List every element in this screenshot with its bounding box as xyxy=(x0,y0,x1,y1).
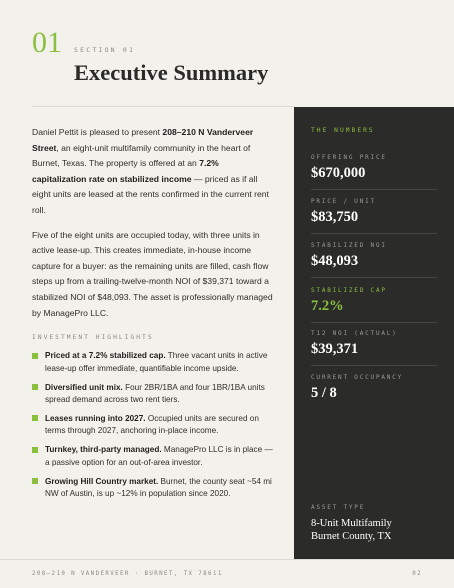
stat-value: 5 / 8 xyxy=(311,385,337,401)
stat-t12-noi xyxy=(311,330,437,358)
stat-price-per-unit xyxy=(311,198,437,226)
list-item xyxy=(32,382,273,407)
stat-value: $48,093 xyxy=(311,253,359,269)
section-number: 01 xyxy=(32,26,62,59)
cap-rate-emphasis: 7.2% capitalization rate on stabilized income xyxy=(32,158,219,184)
stat-divider xyxy=(311,365,437,366)
numbers-heading: THE NUMBERS xyxy=(311,127,375,134)
list-item xyxy=(32,350,273,375)
highlight-title: Priced at a 7.2% stabilized cap. xyxy=(45,351,166,361)
stat-label: CURRENT OCCUPANCY xyxy=(311,374,404,381)
section-label: SECTION 01 xyxy=(74,46,136,54)
asset-type-line2: Burnet County, TX xyxy=(311,531,392,542)
list-item xyxy=(32,476,273,501)
bullet-square-icon xyxy=(32,353,38,359)
asset-type xyxy=(311,504,437,543)
stat-stabilized-cap xyxy=(311,287,437,315)
footer-address: 208–210 N VANDERVEER · BURNET, TX 78611 xyxy=(32,571,223,577)
asset-type-line1: 8-Unit Multifamily xyxy=(311,518,392,529)
stat-value: $83,750 xyxy=(311,209,359,225)
stat-label: T12 NOI (ACTUAL) xyxy=(311,330,398,337)
stat-stabilized-noi xyxy=(311,242,437,270)
stat-occupancy xyxy=(311,374,437,402)
numbers-panel xyxy=(294,107,454,559)
page-number: 02 xyxy=(412,571,422,577)
bullet-square-icon xyxy=(32,415,38,421)
highlight-title: Diversified unit mix. xyxy=(45,382,123,392)
occupancy-paragraph: Five of the eight units are occupied today, with three units in active lease-up. This creates immediate, in-house income capture for a buyer: as the remaining units are filled, cash flow steps up from a trailing-twelve-month NOI of $39,371 toward a stabilized NOI of $48,093. The asset is professionally managed by ManagePro LLC. xyxy=(32,229,273,318)
stat-value: 7.2% xyxy=(311,298,344,314)
highlights-list xyxy=(32,350,274,500)
list-item xyxy=(32,444,273,469)
highlight-text: ManagePro LLC is in place — a passive option for an out-of-area investor. xyxy=(45,445,273,467)
stat-divider xyxy=(311,277,437,278)
intro-text-2: , an eight-unit multifamily community in the heart of Burnet, Texas. The property is offered at an xyxy=(32,142,251,169)
stat-label: PRICE / UNIT xyxy=(311,198,376,205)
header-divider xyxy=(32,106,294,107)
stat-divider xyxy=(311,189,437,190)
stat-divider xyxy=(311,322,437,323)
stat-label: STABILIZED NOI xyxy=(311,242,387,249)
highlight-text: Burnet, the county seat ~54 mi NW of Austin, is up ~12% in population since 2020. xyxy=(45,476,272,499)
intro-paragraph xyxy=(32,125,274,219)
bullet-square-icon xyxy=(32,447,38,453)
stat-value: $39,371 xyxy=(311,341,359,357)
list-item xyxy=(32,413,273,438)
highlight-text: Occupied units are secured on terms through 2027, anchoring in-place income. xyxy=(45,413,259,436)
highlight-title: Growing Hill Country market. xyxy=(45,476,159,486)
intro-text-1: Daniel Pettit is pleased to present xyxy=(32,127,163,137)
highlight-text: Three vacant units in active lease-up offer immediate, quantifiable income upside. xyxy=(45,351,268,373)
bullet-square-icon xyxy=(32,384,38,390)
highlight-text: Four 2BR/1BA and four 1BR/1BA units spread demand across two rent tiers. xyxy=(45,382,265,404)
stat-value: $670,000 xyxy=(311,165,366,181)
highlights-label: INVESTMENT HIGHLIGHTS xyxy=(32,334,154,342)
footer-divider xyxy=(0,559,454,560)
stat-label: OFFERING PRICE xyxy=(311,154,387,161)
stat-offering-price xyxy=(311,154,437,182)
main-content xyxy=(32,125,274,507)
asset-type-label: ASSET TYPE xyxy=(311,504,366,511)
stat-divider xyxy=(311,233,437,234)
intro-text-3: — priced as if all eight units are leased at the rents confirmed in the current rent roll. xyxy=(32,173,269,215)
page-title: Executive Summary xyxy=(74,60,269,85)
highlight-title: Leases running into 2027. xyxy=(45,413,146,423)
bullet-square-icon xyxy=(32,478,38,484)
stat-label: STABILIZED CAP xyxy=(311,287,387,294)
property-name: 208–210 N Vanderveer Street xyxy=(32,127,254,153)
highlight-title: Turnkey, third-party managed. xyxy=(45,445,162,455)
